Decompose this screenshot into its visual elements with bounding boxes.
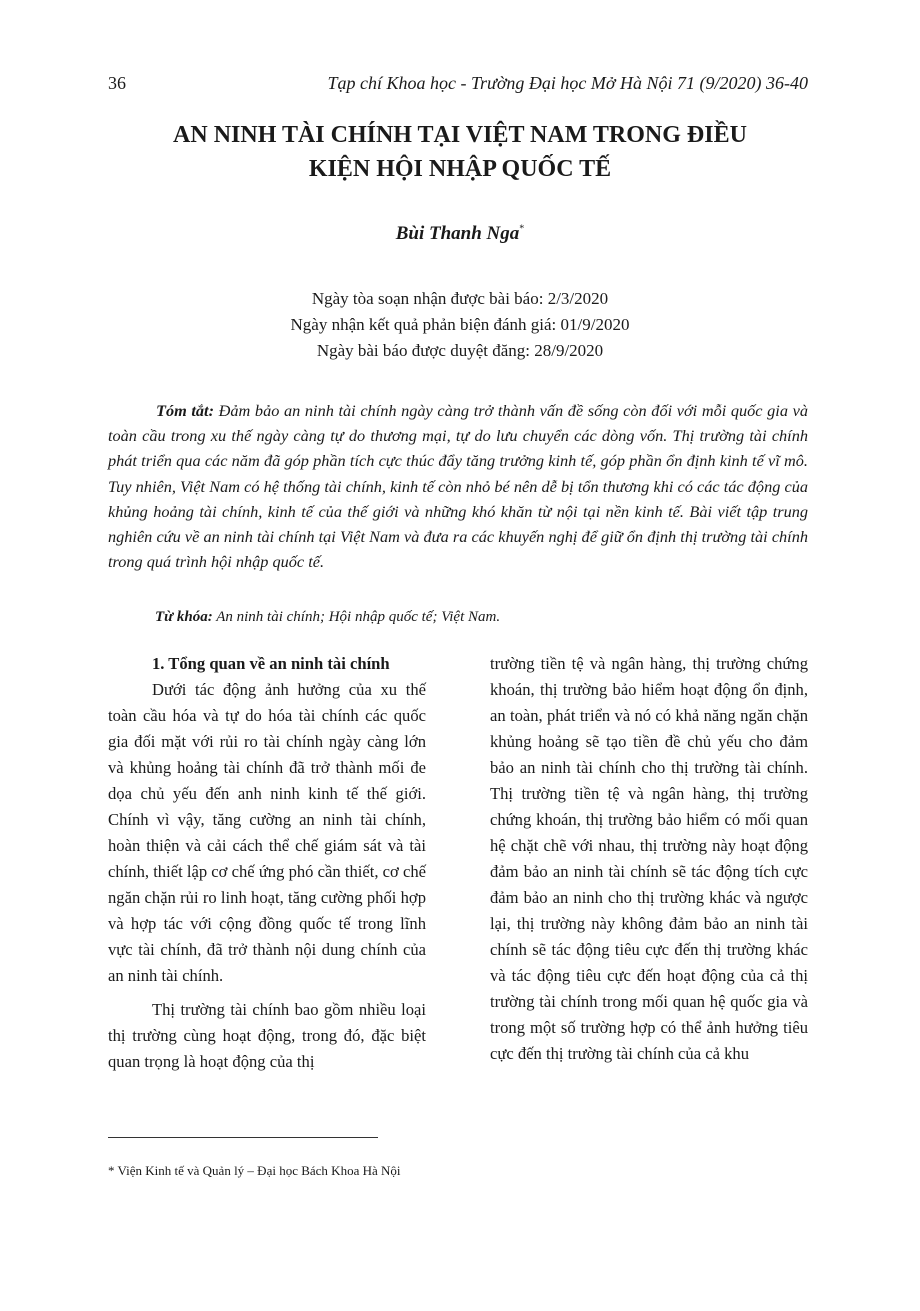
date-received: Ngày tòa soạn nhận được bài báo: 2/3/2020	[311, 289, 609, 308]
body-paragraph: trường tiền tệ và ngân hàng, thị trường chứng khoán, thị trường bảo hiểm hoạt động ổn định, an toàn, phát triển và nó có khả năng ngăn chặn khủng hoảng sẽ tạo tiền đề chủ yếu cho đảm bảo an ninh tài chính cho thị trường tài chính. Thị trường tiền tệ và ngân hàng, thị trường chứng khoán, thị trường bảo hiểm có mối quan hệ chặt chẽ với nhau, thị trường này hoạt động đảm bảo an ninh tài chính sẽ tác động tích cực đảm bảo an ninh cho thị trường khác và ngược lại, thị trường này không đảm bảo an ninh tài chính sẽ tác động tiêu cực đến thị trường khác và tác động tiêu cực đến hoạt động của cả thị trường tài chính trong mối quan hệ quốc gia và trong một số trường hợp có thể ảnh hưởng tiêu cực đến thị trường tài chính của cả khu	[490, 654, 808, 1063]
section-heading: 1. Tổng quan về an ninh tài chính	[152, 654, 390, 673]
keywords-text: An ninh tài chính; Hội nhập quốc tế; Việt Nam.	[212, 609, 501, 625]
author-text: Bùi Thanh Nga	[395, 223, 520, 244]
date-reviewed: Ngày nhận kết quả phản biện đánh giá: 01/9/2020	[290, 315, 630, 334]
author-name	[110, 223, 810, 245]
footnote: * Viện Kinh tế và Quản lý – Đại học Bách Khoa Hà Nội	[108, 1163, 401, 1178]
keywords	[155, 609, 500, 626]
body-column-right	[490, 651, 808, 1067]
body-paragraph: Dưới tác động ảnh hưởng của xu thế toàn cầu hóa và tự do hóa tài chính các quốc gia đối mặt với rủi ro tài chính ngày càng lớn và khủng hoảng tài chính đã trở thành mối đe dọa chủ yếu đến anh ninh kinh tế thế giới. Chính vì vậy, tăng cường an ninh tài chính, hoàn thiện và cải cách thể chế giám sát và tài chính, thiết lập cơ chế ứng phó cần thiết, cơ chế ngăn chặn rủi ro linh hoạt, tăng cường phối hợp và hợp tác với cộng đồng quốc tế trong lĩnh vực tài chính, đã trở thành nội dung chính của an ninh tài chính.	[108, 680, 426, 985]
abstract	[108, 398, 808, 574]
title-line-2: KIỆN HỘI NHẬP QUỐC TẾ	[308, 156, 612, 182]
body-paragraph: Thị trường tài chính bao gồm nhiều loại thị trường cùng hoạt động, trong đó, đặc biệt quan trọng là hoạt động của thị	[108, 1000, 426, 1071]
body-column-left	[108, 651, 426, 1075]
abstract-label: Tóm tắt:	[156, 401, 214, 420]
title-line-1: AN NINH TÀI CHÍNH TẠI VIỆT NAM TRONG ĐIỀU	[173, 122, 747, 148]
date-accepted: Ngày bài báo được duyệt đăng: 28/9/2020	[316, 341, 604, 360]
keywords-label: Từ khóa:	[155, 609, 213, 625]
author-footnote-mark: *	[519, 223, 525, 235]
footnote-divider	[108, 1137, 378, 1138]
page-number: 36	[108, 73, 126, 93]
article-title	[110, 118, 810, 186]
running-header: Tạp chí Khoa học - Trường Đại học Mở Hà Nội 71 (9/2020) 36-40	[327, 73, 808, 93]
abstract-text: Đảm bảo an ninh tài chính ngày càng trở thành vấn đề sống còn đối với mỗi quốc gia và toàn cầu trong xu thế ngày càng tự do thương mại, tự do lưu chuyển các dòng vốn. Thị trường tài chính phát triển qua các năm đã góp phần tích cực thúc đẩy tăng trưởng kinh tế, góp phần ổn định kinh tế vĩ mô. Tuy nhiên, Việt Nam có hệ thống tài chính, kinh tế còn nhỏ bé nên dễ bị tổn thương khi có các tác động của khủng hoảng tài chính, kinh tế của thế giới và những khó khăn từ nội tại nền kinh tế. Bài viết tập trung nghiên cứu về an ninh tài chính tại Việt Nam và đưa ra các khuyến nghị để giữ ổn định thị trường tài chính trong quá trình hội nhập quốc tế.	[108, 401, 808, 572]
submission-dates	[110, 286, 810, 364]
